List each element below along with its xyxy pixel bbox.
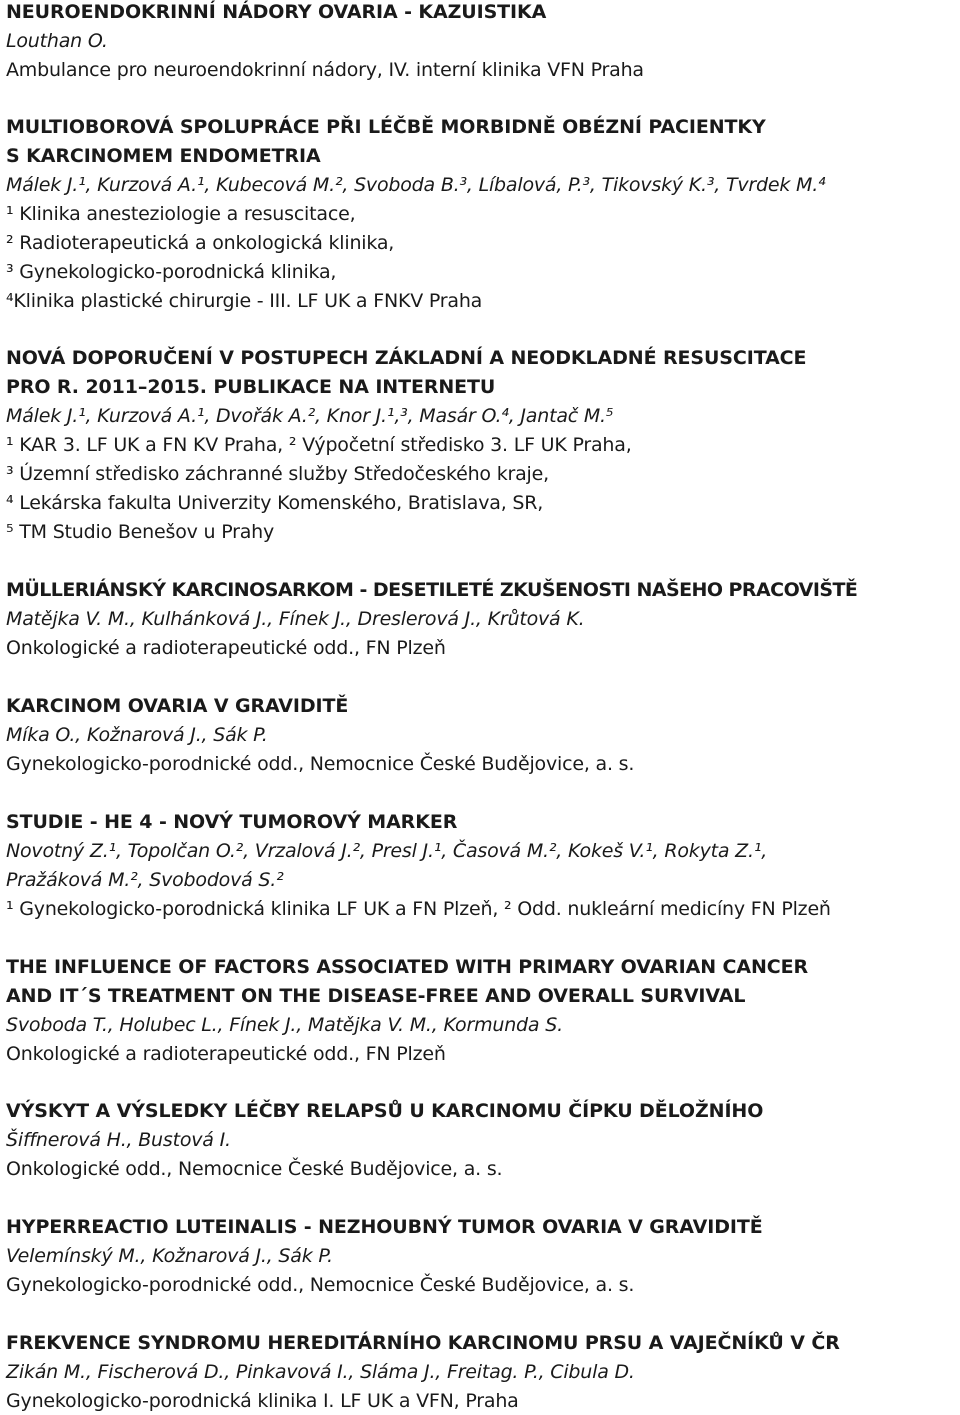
abstract-affiliation: Onkologické a radioterapeutické odd., FN Plzeň [6,637,446,659]
abstract-affiliation: Gynekologicko-porodnická klinika I. LF UK a VFN, Praha [6,1390,519,1412]
abstract-authors: Velemínský M., Kožnarová J., Sák P. [6,1245,333,1267]
abstract-authors: Pražáková M.², Svobodová S.² [6,869,284,891]
abstract-title: PRO R. 2011–2015. PUBLIKACE NA INTERNETU [6,376,496,398]
abstract-authors: Louthan O. [6,30,108,52]
abstract-title: NOVÁ DOPORUČENÍ V POSTUPECH ZÁKLADNÍ A NEODKLADNÉ RESUSCITACE [6,347,807,369]
abstract-affiliation: ² Radioterapeutická a onkologická klinika, [6,232,395,254]
abstract-title: FREKVENCE SYNDROMU HEREDITÁRNÍHO KARCINOMU PRSU A VAJEČNÍKŮ V ČR [6,1332,840,1354]
abstract-affiliation: Ambulance pro neuroendokrinní nádory, IV. interní klinika VFN Praha [6,59,644,81]
abstract-affiliation: ¹ Gynekologicko-porodnická klinika LF UK a FN Plzeň, ² Odd. nukleární medicíny FN Plzeň [6,898,831,920]
abstract-authors: Svoboda T., Holubec L., Fínek J., Matějka V. M., Kormunda S. [6,1014,563,1036]
abstract-affiliation: Onkologické a radioterapeutické odd., FN Plzeň [6,1043,446,1065]
abstract-title: NEUROENDOKRINNÍ NÁDORY OVARIA - KAZUISTIKA [6,1,547,23]
abstract-authors: Málek J.¹, Kurzová A.¹, Dvořák A.², Knor J.¹,³, Masár O.⁴, Jantač M.⁵ [6,405,614,427]
abstract-title: KARCINOM OVARIA V GRAVIDITĚ [6,695,349,717]
abstract-title: THE INFLUENCE OF FACTORS ASSOCIATED WITH PRIMARY OVARIAN CANCER [6,956,809,978]
abstract-authors: Šiffnerová H., Bustová I. [6,1129,231,1151]
abstract-affiliation: Gynekologicko-porodnické odd., Nemocnice České Budějovice, a. s. [6,1274,635,1296]
abstract-title: AND IT´S TREATMENT ON THE DISEASE-FREE AND OVERALL SURVIVAL [6,985,746,1007]
abstract-title: HYPERREACTIO LUTEINALIS - NEZHOUBNÝ TUMOR OVARIA V GRAVIDITĚ [6,1216,763,1238]
abstract-title: MULTIOBOROVÁ SPOLUPRÁCE PŘI LÉČBĚ MORBIDNĚ OBÉZNÍ PACIENTKY [6,116,766,138]
abstract-affiliation: ³ Územní středisko záchranné služby Středočeského kraje, [6,463,549,485]
abstract-authors: Zikán M., Fischerová D., Pinkavová I., Sláma J., Freitag. P., Cibula D. [6,1361,635,1383]
abstract-affiliation: Onkologické odd., Nemocnice České Budějovice, a. s. [6,1158,503,1180]
abstract-affiliation: ⁵ TM Studio Benešov u Prahy [6,521,275,543]
abstract-authors: Novotný Z.¹, Topolčan O.², Vrzalová J.², Presl J.¹, Časová M.², Kokeš V.¹, Rokyta Z.¹, [6,840,768,862]
abstract-authors: Málek J.¹, Kurzová A.¹, Kubecová M.², Svoboda B.³, Líbalová, P.³, Tikovský K.³, Tvrdek M.⁴ [6,174,826,196]
abstract-affiliation: ³ Gynekologicko-porodnická klinika, [6,261,337,283]
abstract-affiliation: ⁴Klinika plastické chirurgie - III. LF UK a FNKV Praha [6,290,483,312]
abstract-affiliation: ⁴ Lekárska fakulta Univerzity Komenského, Bratislava, SR, [6,492,544,514]
abstract-authors: Matějka V. M., Kulhánková J., Fínek J., Dreslerová J., Krůtová K. [6,608,585,630]
abstract-affiliation: ¹ KAR 3. LF UK a FN KV Praha, ² Výpočetní středisko 3. LF UK Praha, [6,434,632,456]
abstract-title: STUDIE - HE 4 - NOVÝ TUMOROVÝ MARKER [6,811,458,833]
abstract-affiliation: Gynekologicko-porodnické odd., Nemocnice České Budějovice, a. s. [6,753,635,775]
abstract-title: VÝSKYT A VÝSLEDKY LÉČBY RELAPSŮ U KARCINOMU ČÍPKU DĚLOŽNÍHO [6,1100,764,1122]
abstract-authors: Míka O., Kožnarová J., Sák P. [6,724,268,746]
abstract-affiliation: ¹ Klinika anesteziologie a resuscitace, [6,203,356,225]
abstract-title: MÜLLERIÁNSKÝ KARCINOSARKOM - DESETILETÉ ZKUŠENOSTI NAŠEHO PRACOVIŠTĚ [6,579,858,601]
abstract-title: S KARCINOMEM ENDOMETRIA [6,145,321,167]
